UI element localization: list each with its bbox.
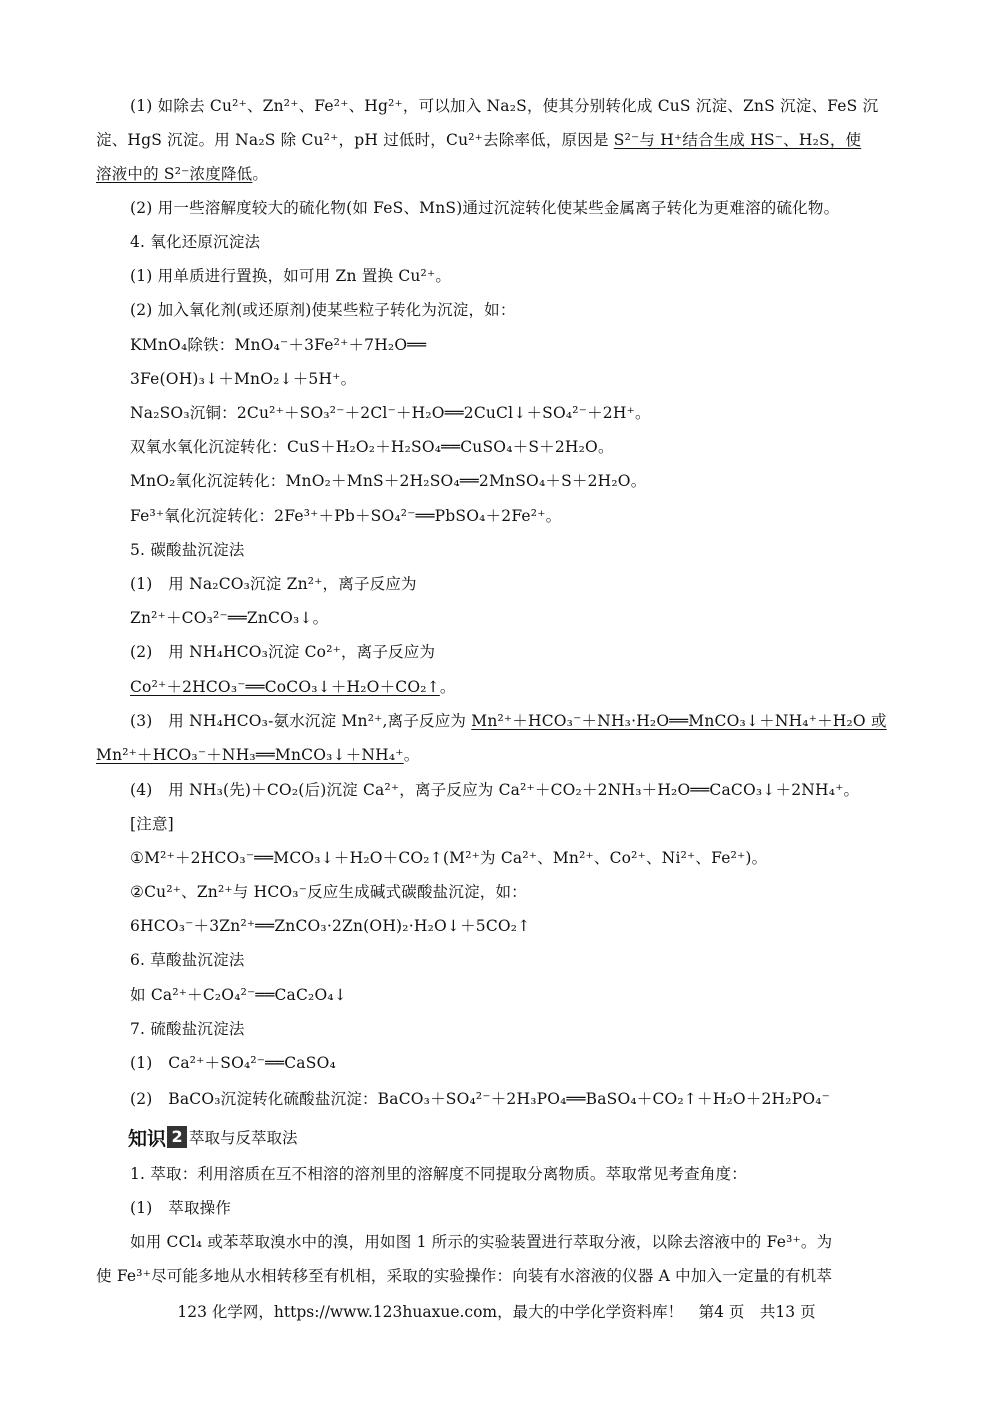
- equation-line: Fe³⁺氧化沉淀转化：2Fe³⁺＋Pb＋SO₄²⁻══PbSO₄＋2Fe²⁺。: [130, 507, 562, 525]
- section-heading: 6. 草酸盐沉淀法: [130, 951, 245, 969]
- text-line: ②Cu²⁺、Zn²⁺与 HCO₃⁻反应生成碱式碳酸盐沉淀，如：: [130, 883, 527, 901]
- knowledge-section-header: [128, 1123, 298, 1151]
- equation-line: KMnO₄除铁：MnO₄⁻＋3Fe²⁺＋7H₂O══: [130, 336, 427, 354]
- text-line: (3) 用 NH₄HCO₃-氨水沉淀 Mn²⁺,离子反应为 Mn²⁺＋HCO₃⁻＋NH₃·H₂O══MnCO₃↓＋NH₄⁺＋H₂O 或: [130, 712, 887, 730]
- text-line: (1) 用 Na₂CO₃沉淀 Zn²⁺，离子反应为: [130, 575, 417, 593]
- answer-underline: 溶液中的 S²⁻浓度降低: [96, 165, 253, 183]
- answer-underline: Mn²⁺＋HCO₃⁻＋NH₃·H₂O══MnCO₃↓＋NH₄⁺＋H₂O 或: [471, 712, 887, 730]
- section-heading: 7. 硫酸盐沉淀法: [130, 1020, 245, 1038]
- text-line: 使 Fe³⁺尽可能多地从水相转移至有机相，采取的实验操作：向装有水溶液的仪器 A 中加入一定量的有机萃: [96, 1267, 833, 1285]
- answer-underline: S²⁻与 H⁺结合生成 HS⁻、H₂S，使: [613, 131, 862, 149]
- text-line: 溶液中的 S²⁻浓度降低。: [96, 165, 269, 183]
- text-line: (2) 加入氧化剂(或还原剂)使某些粒子转化为沉淀，如：: [130, 301, 516, 319]
- page-footer: 123 化学网，https://www.123huaxue.com，最大的中学化学资料库！ 第4 页 共13 页: [177, 1303, 816, 1321]
- equation-line: 6HCO₃⁻＋3Zn²⁺══ZnCO₃·2Zn(OH)₂·H₂O↓＋5CO₂↑: [130, 917, 531, 935]
- equation-line: 双氧水氧化沉淀转化：CuS＋H₂O₂＋H₂SO₄══CuSO₄＋S＋2H₂O。: [130, 438, 614, 456]
- equation-line: (2) BaCO₃沉淀转化硫酸盐沉淀：BaCO₃＋SO₄²⁻＋2H₃PO₄══BaSO₄＋CO₂↑＋H₂O＋2H₂PO₄⁻: [130, 1090, 831, 1108]
- equation-line: 3Fe(OH)₃↓＋MnO₂↓＋5H⁺。: [130, 370, 357, 388]
- text-line: (1) 用单质进行置换，如可用 Zn 置换 Cu²⁺。: [130, 267, 452, 285]
- text-line: 淀、HgS 沉淀。用 Na₂S 除 Cu²⁺，pH 过低时，Cu²⁺去除率低，原因是 S²⁻与 H⁺结合生成 HS⁻、H₂S，使: [96, 131, 862, 149]
- equation-line: (1) Ca²⁺＋SO₄²⁻══CaSO₄: [130, 1054, 336, 1072]
- text-line: 如用 CCl₄ 或苯萃取溴水中的溴，用如图 1 所示的实验装置进行萃取分液，以除去溶液中的 Fe³⁺。为: [130, 1233, 833, 1251]
- text-line: (4) 用 NH₃(先)＋CO₂(后)沉淀 Ca²⁺，离子反应为 Ca²⁺＋CO₂＋2NH₃＋H₂O══CaCO₃↓＋2NH₄⁺。: [130, 781, 860, 799]
- text-line: (2) 用 NH₄HCO₃沉淀 Co²⁺，离子反应为: [130, 643, 436, 661]
- equation-line: Co²⁺＋2HCO₃⁻══CoCO₃↓＋H₂O＋CO₂↑。: [130, 678, 456, 696]
- knowledge-number-badge: 2: [167, 1126, 187, 1148]
- answer-underline: Mn²⁺＋HCO₃⁻＋NH₃══MnCO₃↓＋NH₄⁺: [96, 746, 404, 764]
- note-label: [注意]: [130, 815, 174, 833]
- equation-line: Zn²⁺＋CO₃²⁻══ZnCO₃↓。: [130, 609, 329, 627]
- equation-line: Mn²⁺＋HCO₃⁻＋NH₃══MnCO₃↓＋NH₄⁺。: [96, 746, 420, 764]
- text-line: 1. 萃取：利用溶质在互不相溶的溶剂里的溶解度不同提取分离物质。萃取常见考查角度：: [130, 1165, 747, 1183]
- equation-line: 如 Ca²⁺＋C₂O₄²⁻══CaC₂O₄↓: [130, 986, 347, 1004]
- equation-line: Na₂SO₃沉铜：2Cu²⁺＋SO₃²⁻＋2Cl⁻＋H₂O══2CuCl↓＋SO₄²⁻＋2H⁺。: [130, 404, 651, 422]
- section-heading: 5. 碳酸盐沉淀法: [130, 541, 245, 559]
- text-line: (1) 萃取操作: [130, 1199, 232, 1217]
- section-heading: 4. 氧化还原沉淀法: [130, 233, 261, 251]
- answer-underline: Co²⁺＋2HCO₃⁻══CoCO₃↓＋H₂O＋CO₂↑: [130, 678, 440, 696]
- knowledge-title: 萃取与反萃取法: [189, 1129, 298, 1147]
- text-line: (2) 用一些溶解度较大的硫化物(如 FeS、MnS)通过沉淀转化使某些金属离子转化为更难溶的硫化物。: [130, 199, 840, 217]
- equation-line: MnO₂氧化沉淀转化：MnO₂＋MnS＋2H₂SO₄══2MnSO₄＋S＋2H₂O。: [130, 472, 647, 490]
- text-line: (1) 如除去 Cu²⁺、Zn²⁺、Fe²⁺、Hg²⁺，可以加入 Na₂S，使其分别转化成 CuS 沉淀、ZnS 沉淀、FeS 沉: [130, 97, 879, 115]
- equation-line: ①M²⁺＋2HCO₃⁻══MCO₃↓＋H₂O＋CO₂↑(M²⁺为 Ca²⁺、Mn²⁺、Co²⁺、Ni²⁺、Fe²⁺)。: [130, 849, 768, 867]
- knowledge-label: 知识: [128, 1127, 167, 1150]
